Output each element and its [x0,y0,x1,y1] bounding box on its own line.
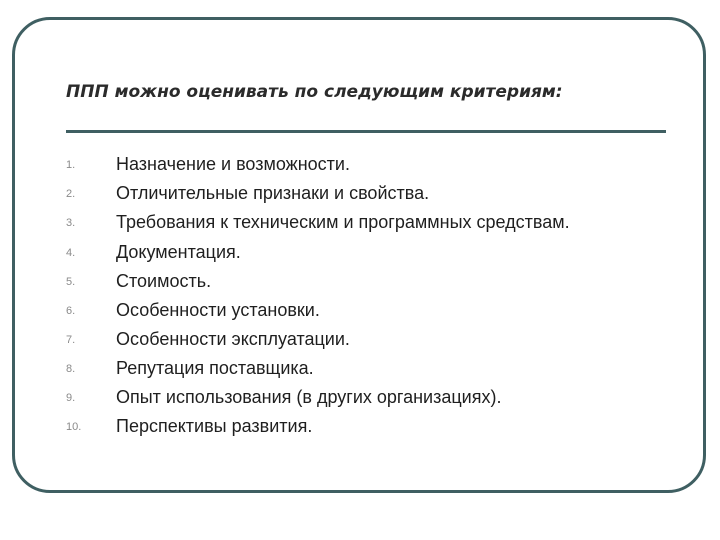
list-item [66,356,666,381]
list-item-text: Особенности эксплуатации. [116,329,350,349]
slide-title: ППП можно оценивать по следующим критериям: [66,82,563,102]
list-item-text: Документация. [116,242,241,262]
list-item-number: 2. [66,188,76,200]
criteria-list [66,152,666,443]
list-item-text: Стоимость. [116,271,212,291]
list-item [66,298,666,323]
list-item-text: Опыт использования (в других организациях). [116,387,502,407]
list-item [66,269,666,294]
list-item-text: Назначение и возможности. [116,154,350,174]
list-item [66,210,666,235]
list-item [66,385,666,410]
list-item-text: Особенности установки. [116,300,320,320]
list-item-number: 9. [66,392,76,404]
list-item-number: 6. [66,305,76,317]
list-item-text: Перспективы развития. [116,416,313,436]
list-item [66,414,666,439]
list-item-number: 4. [66,247,76,259]
list-item-number: 10. [66,421,82,433]
list-item [66,152,666,177]
list-item-number: 8. [66,363,76,375]
list-item [66,327,666,352]
title-divider [66,130,666,133]
list-item-text: Требования к техническим и программных средствам. [116,212,570,232]
list-item-number: 7. [66,334,76,346]
list-item-text: Отличительные признаки и свойства. [116,183,430,203]
list-item-number: 3. [66,217,76,229]
list-item [66,181,666,206]
list-item-number: 1. [66,159,76,171]
list-item [66,240,666,265]
list-item-number: 5. [66,276,76,288]
list-item-text: Репутация поставщика. [116,358,314,378]
